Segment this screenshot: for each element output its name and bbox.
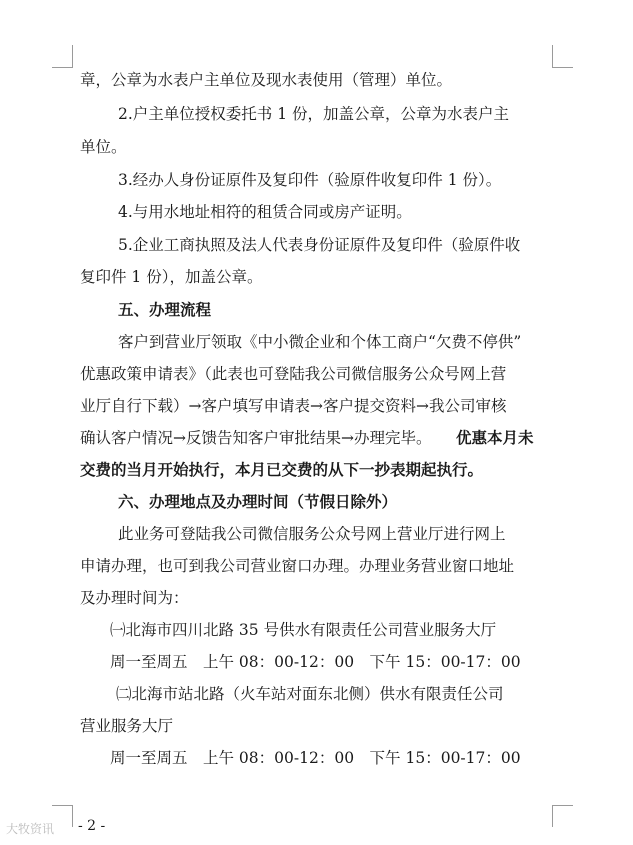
text-line-3: 单位。 [80,138,127,156]
process-bold-note-end: 交费的当月开始执行，本月已交费的从下一抄表期起执行。 [80,460,484,479]
crop-mark-bottom-left-v [72,805,73,827]
crop-mark-top-left-h [52,67,73,68]
crop-mark-bottom-right-v [552,805,553,827]
process-line-1: 客户到营业厅领取《中小微企业和个体工商户“欠费不停供” [118,333,522,351]
list-item-5: 5.企业工商执照及法人代表身份证原件及复印件（验原件收 [118,236,521,254]
office-2-hours: 周一至周五 上午 08：00-12：00 下午 15：00-17：00 [110,749,521,767]
office-2-address: ㈡北海市站北路（火车站对面东北侧）供水有限责任公司 [116,685,504,703]
list-item-2: 2.户主单位授权委托书 1 份，加盖公章，公章为水表户主 [118,105,510,123]
page-number: - 2 - [78,818,106,834]
section-heading-process: 五、办理流程 [118,300,212,319]
watermark: 大牧资讯 [6,822,55,836]
location-line-2: 申请办理，也可到我公司营业窗口办理。办理业务营业窗口地址 [80,557,515,575]
list-item-3: 3.经办人身份证原件及复印件（验原件收复印件 1 份）。 [118,171,502,189]
location-line-1: 此业务可登陆我公司微信服务公众号网上营业厅进行网上 [118,525,506,543]
process-line-3: 业厅自行下载）→客户填写申请表→客户提交资料→我公司审核 [80,397,507,415]
list-item-4: 4.与用水地址相符的租赁合同或房产证明。 [118,203,412,221]
crop-mark-top-left-v [72,45,73,67]
office-1-hours: 周一至周五 上午 08：00-12：00 下午 15：00-17：00 [110,653,521,671]
office-1-address: ㈠北海市四川北路 35 号供水有限责任公司营业服务大厅 [110,621,497,639]
process-line-2: 优惠政策申请表》（此表也可登陆我公司微信服务公众号网上营 [80,365,507,383]
process-line-4: 确认客户情况→反馈告知客户审批结果→办理完毕。 [80,429,432,447]
text-line-1: 章，公章为水表户主单位及现水表使用（管理）单位。 [80,71,453,89]
crop-mark-top-right-h [552,67,573,68]
crop-mark-bottom-left-h [52,805,73,806]
process-bold-note-start: 优惠本月未 [456,428,534,447]
text-line-7: 复印件 1 份），加盖公章。 [80,268,263,286]
office-2-address-cont: 营业服务大厅 [80,717,174,735]
section-heading-location: 六、办理地点及办理时间（节假日除外） [118,492,398,511]
crop-mark-top-right-v [552,45,553,67]
crop-mark-bottom-right-h [552,805,573,806]
location-line-3: 及办理时间为： [80,589,189,607]
